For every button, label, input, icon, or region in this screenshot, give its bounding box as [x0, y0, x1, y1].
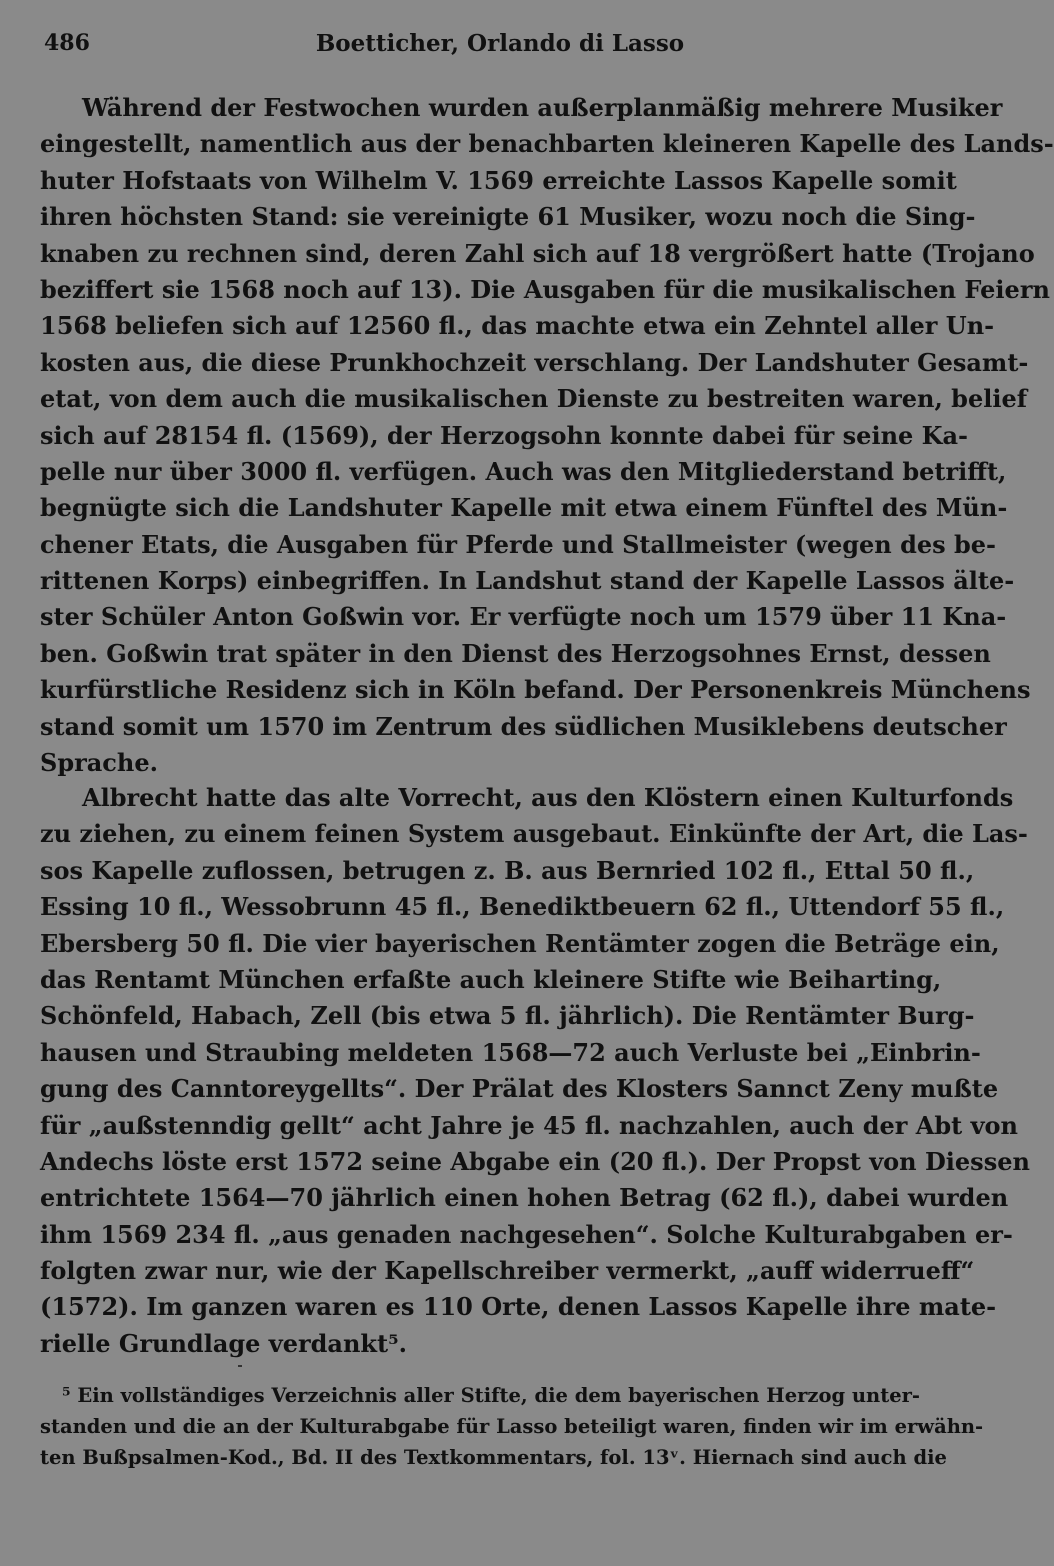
text-line: ihren höchsten Stand: sie vereinigte 61 Musiker, wozu noch die Sing- — [40, 202, 976, 232]
text-line: gung des Canntoreygellts“. Der Prälat des Klosters Sannct Zeny mußte — [40, 1074, 999, 1104]
text-line: ⁵ Ein vollständiges Verzeichnis aller Stifte, die dem bayerischen Herzog unter- — [62, 1384, 921, 1407]
text-line: folgten zwar nur, wie der Kapellschreiber vermerkt, „auff widerrueff“ — [40, 1256, 975, 1286]
footnotes — [40, 1380, 984, 1473]
text-line: huter Hofstaats von Wilhelm V. 1569 erreichte Lassos Kapelle somit — [40, 165, 957, 195]
text-line: rielle Grundlage verdankt⁵. — [40, 1328, 408, 1358]
text-line: (1572). Im ganzen waren es 110 Orte, denen Lassos Kapelle ihre mate- — [40, 1292, 997, 1322]
text-line: sich auf 28154 fl. (1569), der Herzogsohn konnte dabei für seine Ka- — [40, 420, 969, 450]
text-line: pelle nur über 3000 fl. verfügen. Auch was den Mitgliederstand betrifft, — [40, 456, 1007, 486]
text-line: hausen und Straubing meldeten 1568—72 auch Verluste bei „Einbrin- — [40, 1037, 981, 1067]
text-line: 1568 beliefen sich auf 12560 fl., das machte etwa ein Zehntel aller Un- — [40, 311, 995, 341]
text-line: eingestellt, namentlich aus der benachbarten kleineren Kapelle des Lands- — [40, 129, 1054, 159]
text-line: Während der Festwochen wurden außerplanmäßig mehrere Musiker — [82, 93, 1003, 122]
text-line: kurfürstliche Residenz sich in Köln befand. Der Personenkreis Münchens — [40, 675, 1031, 705]
text-line: ten Bußpsalmen-Kod., Bd. II des Textkommentars, fol. 13ᵛ. Hiernach sind auch die — [40, 1446, 947, 1469]
text-line: rittenen Korps) einbegriffen. In Landshut stand der Kapelle Lassos älte- — [40, 566, 1015, 596]
text-line: zu ziehen, zu einem feinen System ausgebaut. Einkünfte der Art, die Las- — [40, 819, 1028, 849]
text-line: Schönfeld, Habach, Zell (bis etwa 5 fl. jährlich). Die Rentämter Burg- — [40, 1001, 975, 1031]
page-header — [44, 30, 956, 66]
text-line: Sprache. — [40, 748, 158, 778]
text-line: beziffert sie 1568 noch auf 13). Die Ausgaben für die musikalischen Feiern — [40, 274, 1050, 304]
text-line: kosten aus, die diese Prunkhochzeit verschlang. Der Landshuter Gesamt- — [40, 347, 1029, 377]
paragraph-1 — [40, 90, 1054, 781]
text-line: Andechs löste erst 1572 seine Abgabe ein (20 fl.). Der Propst von Diessen — [40, 1146, 1030, 1176]
text-line: das Rentamt München erfaßte auch kleinere Stifte wie Beiharting, — [40, 964, 942, 994]
text-line: für „außstenndig gellt“ acht Jahre je 45 fl. nachzahlen, auch der Abt von — [40, 1110, 1018, 1140]
text-line: Albrecht hatte das alte Vorrecht, aus den Klöstern einen Kulturfonds — [82, 783, 1014, 812]
text-line: standen und die an der Kulturabgabe für Lasso beteiligt waren, finden wir im erwähn- — [40, 1415, 984, 1438]
running-title: Boetticher, Orlando di Lasso — [315, 30, 685, 57]
text-line: Ebersberg 50 fl. Die vier bayerischen Rentämter zogen die Beträge ein, — [40, 928, 1000, 958]
text-line: knaben zu rechnen sind, deren Zahl sich auf 18 vergrößert hatte (Trojano — [40, 238, 1035, 268]
text-line: chener Etats, die Ausgaben für Pferde und Stallmeister (wegen des be- — [40, 529, 997, 559]
text-line: etat, von dem auch die musikalischen Dienste zu bestreiten waren, belief — [40, 384, 1028, 414]
text-line: Essing 10 fl., Wessobrunn 45 fl., Benediktbeuern 62 fl., Uttendorf 55 fl., — [40, 892, 1005, 922]
text-line: ihm 1569 234 fl. „aus genaden nachgesehen“. Solche Kulturabgaben er- — [40, 1219, 1013, 1249]
text-line: ster Schüler Anton Goßwin vor. Er verfügte noch um 1579 über 11 Kna- — [40, 602, 1007, 632]
text-line: stand somit um 1570 im Zentrum des südlichen Musiklebens deutscher — [40, 711, 1007, 741]
paragraph-2 — [40, 780, 1030, 1362]
page-number: 486 — [44, 30, 90, 56]
text-line: begnügte sich die Landshuter Kapelle mit etwa einem Fünftel des Mün- — [40, 493, 1008, 523]
text-line: ben. Goßwin trat später in den Dienst des Herzogsohnes Ernst, dessen — [40, 638, 991, 668]
text-line: sos Kapelle zuflossen, betrugen z. B. aus Bernried 102 fl., Ettal 50 fl., — [40, 855, 975, 885]
text-line: entrichtete 1564—70 jährlich einen hohen Betrag (62 fl.), dabei wurden — [40, 1183, 1009, 1213]
footnote-separator — [238, 1365, 242, 1367]
